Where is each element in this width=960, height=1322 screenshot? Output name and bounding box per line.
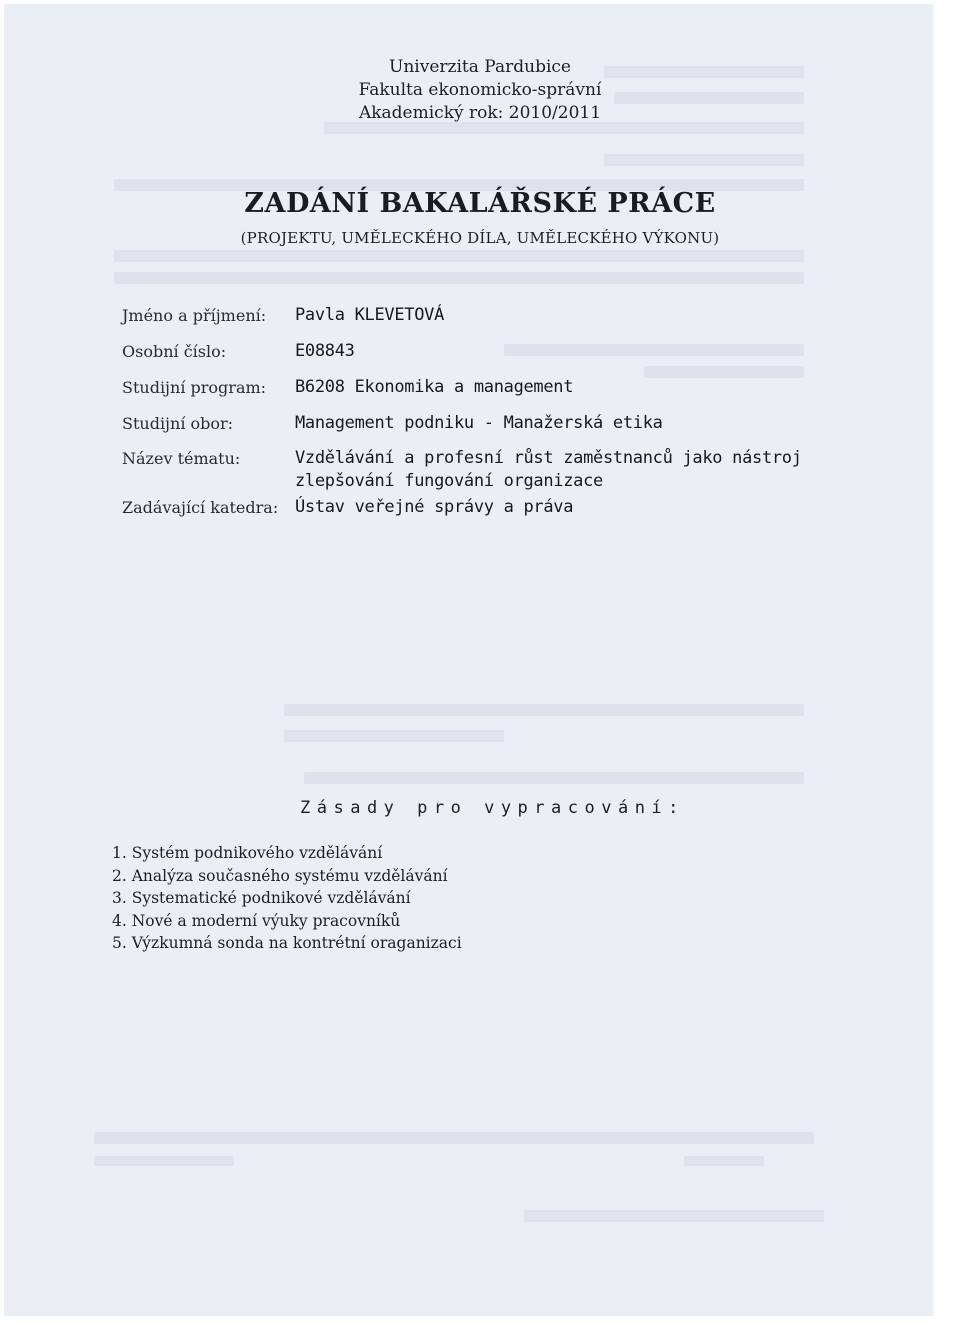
field-label-study-program: Studijní program: bbox=[122, 378, 267, 397]
document-subtitle: (PROJEKTU, UMĚLECKÉHO DÍLA, UMĚLECKÉHO VÝKONU) bbox=[240, 229, 720, 247]
field-label-study-field: Studijní obor: bbox=[122, 414, 234, 433]
list-item: 2. Analýza současného systému vzdělávání bbox=[112, 866, 448, 885]
show-through-line bbox=[304, 772, 804, 784]
principles-heading: Zásady pro vypracování: bbox=[300, 798, 685, 818]
show-through-line bbox=[114, 250, 804, 262]
field-label-topic: Název tématu: bbox=[122, 449, 241, 468]
field-value-personal-number: E08843 bbox=[295, 341, 355, 361]
show-through-line bbox=[524, 1210, 824, 1222]
show-through-line bbox=[284, 704, 804, 716]
show-through-line bbox=[94, 1132, 814, 1144]
show-through-line bbox=[114, 272, 804, 284]
list-item: 4. Nové a moderní výuky pracovníků bbox=[112, 911, 401, 930]
document-title: ZADÁNÍ BAKALÁŘSKÉ PRÁCE bbox=[244, 188, 716, 219]
field-value-name: Pavla KLEVETOVÁ bbox=[295, 305, 445, 325]
field-value-topic: Vzdělávání a profesní růst zaměstnanců jako nástroj zlepšování fungování organizace bbox=[295, 448, 802, 491]
principles-list bbox=[112, 842, 462, 955]
show-through-line bbox=[94, 1156, 234, 1166]
list-item: 5. Výzkumná sonda na kontrétní oraganizaci bbox=[112, 934, 462, 952]
university-name: Univerzita Pardubice bbox=[389, 57, 571, 77]
list-item: 3. Systematické podnikové vzdělávání bbox=[112, 889, 411, 907]
field-label-name: Jméno a příjmení: bbox=[122, 306, 267, 325]
field-label-personal-number: Osobní číslo: bbox=[122, 342, 227, 361]
field-value-study-field: Management podniku - Manažerská etika bbox=[295, 413, 663, 433]
field-value-department: Ústav veřejné správy a práva bbox=[295, 497, 574, 517]
show-through-line bbox=[684, 1156, 764, 1166]
field-label-department: Zadávající katedra: bbox=[122, 498, 279, 517]
list-item: 1. Systém podnikového vzdělávání bbox=[112, 844, 383, 862]
show-through-line bbox=[604, 154, 804, 166]
show-through-line bbox=[284, 730, 504, 742]
faculty-name: Fakulta ekonomicko-správní bbox=[358, 80, 602, 100]
academic-year: Akademický rok: 2010/2011 bbox=[358, 103, 602, 123]
field-value-study-program: B6208 Ekonomika a management bbox=[295, 377, 574, 397]
